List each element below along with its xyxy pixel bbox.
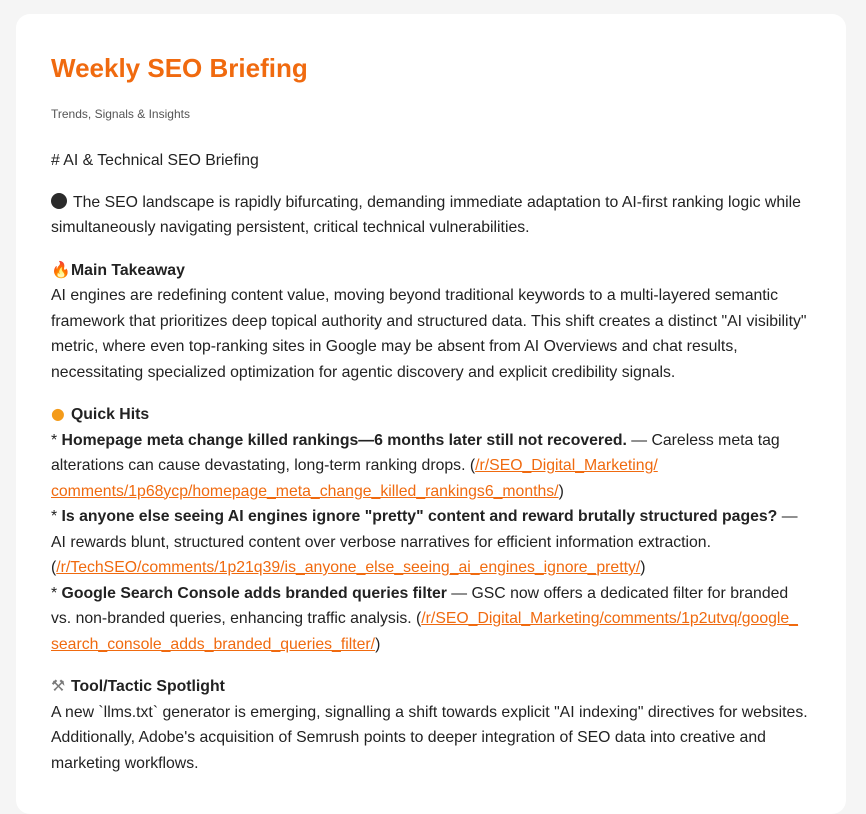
page-title: Weekly SEO Briefing: [51, 53, 308, 83]
briefing-content: [51, 148, 811, 776]
quick-hit-link[interactable]: /r/SEO_Digital_Marketing/​comments/1p68ycp/homepage_meta_change_killed_rankings6_months/: [51, 457, 658, 500]
quick-hits-heading: [51, 401, 811, 428]
orange-icon: ●: [51, 404, 65, 423]
bullet-marker: *: [51, 431, 62, 449]
tools-icon: ⚒: [51, 676, 66, 695]
quick-hits-title: Quick Hits: [71, 406, 150, 423]
quick-hit-summary: — AI rewards blunt, structured content over verbose narratives for efficient information extraction. (: [51, 508, 798, 576]
quick-hits-section: [51, 401, 811, 657]
quick-hit-item: [51, 504, 811, 581]
main-takeaway-heading: [51, 257, 811, 284]
tool-spotlight-title: Tool/Tactic Spotlight: [71, 678, 225, 695]
tool-spotlight-heading: [51, 673, 811, 700]
briefing-heading: # AI & Technical SEO Briefing: [51, 152, 259, 169]
main-takeaway-title: Main Takeaway: [71, 261, 185, 279]
quick-hit-headline: Is anyone else seeing AI engines ignore "pretty" content and reward brutally structured pages?: [61, 508, 778, 525]
tool-spotlight-body: A new `llms.txt` generator is emerging, signalling a shift towards explicit "AI indexing" directives for websites. Additionally, Adobe's acquisition of Semrush points to deeper integration of SEO data into creative and marketing workflows.: [51, 703, 808, 772]
quick-hit-link[interactable]: /r/SEO_Digital_Marketing/comments/1p2utvq/google_​search_console_adds_branded_queries_filter/: [51, 610, 798, 653]
intro-text: The SEO landscape is rapidly bifurcating, demanding immediate adaptation to AI-first ranking logic while simultaneously navigating persistent, critical technical vulnerabilities.: [51, 193, 801, 236]
quick-hit-headline: Homepage meta change killed rankings—6 months later still not recovered.: [61, 431, 627, 449]
bullet-marker: *: [51, 508, 62, 525]
main-takeaway-body: AI engines are redefining content value, moving beyond traditional keywords to a multi-layered semantic framework that prioritizes deep topical authority and structured data. This shift creates a distinct "AI visibility" metric, where even top-ranking sites in Google may be absent from AI Overviews and chat results, necessitating specialized optimization for agentic discovery and explicit credibility signals.: [51, 287, 807, 381]
briefing-card: [16, 14, 846, 814]
page-subtitle: Trends, Signals & Insights: [51, 107, 190, 121]
intro-paragraph: [51, 190, 811, 241]
bullet-marker: *: [51, 584, 62, 602]
quick-hit-link[interactable]: /r/TechSEO/comments/1p21q39/is_anyone_else_seeing_ai_engines_ignore_pretty/: [56, 559, 641, 576]
quick-hit-headline: Google Search Console adds branded queries filter: [61, 584, 447, 602]
quick-hit-item: [51, 428, 811, 505]
closing-paren: ): [375, 635, 381, 653]
quick-hit-summary: — GSC now offers a dedicated filter for branded vs. non-branded queries, enhancing traffic analysis. (: [51, 584, 789, 627]
closing-paren: ): [558, 482, 564, 500]
quick-hit-summary: — Careless meta tag alterations can cause devastating, long-term ranking drops. (: [51, 431, 780, 474]
tool-spotlight-section: [51, 673, 811, 776]
quick-hit-item: [51, 581, 811, 658]
fire-icon: 🔥: [51, 259, 71, 279]
closing-paren: ): [640, 559, 646, 576]
black-circle-icon: [51, 193, 67, 209]
main-takeaway-section: [51, 257, 811, 386]
